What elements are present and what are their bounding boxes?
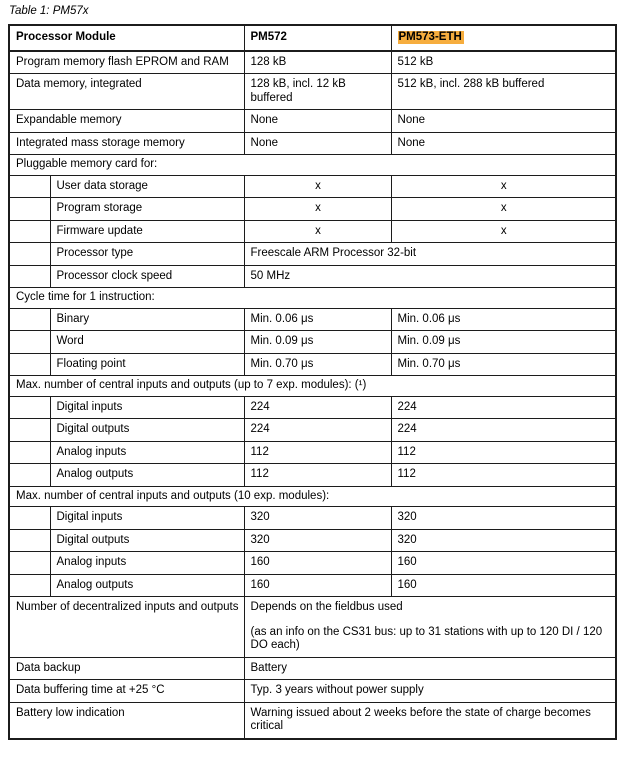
spec-row [9,552,616,575]
spec-row [9,657,616,680]
row-value-pm573-eth: 320 [391,529,616,552]
row-value-merged: Typ. 3 years without power supply [244,680,616,703]
row-value-pm572: 160 [244,574,391,597]
header-cell-pm573-eth [391,25,616,51]
row-value-pm573-eth: None [391,132,616,155]
spec-row [9,308,616,331]
spec-row [9,198,616,221]
indent-cell [9,220,50,243]
row-label: Program memory flash EPROM and RAM [9,51,244,74]
row-label: Binary [50,308,244,331]
row-label: Firmware update [50,220,244,243]
spec-row [9,396,616,419]
row-label: Digital outputs [50,529,244,552]
row-value-merged: Battery [244,657,616,680]
row-label: Data memory, integrated [9,74,244,110]
row-value-pm573-eth: Min. 0.09 μs [391,331,616,354]
row-label: Digital inputs [50,507,244,530]
row-value-merged: 50 MHz [244,265,616,288]
pm573-eth-highlight: PM573-ETH [398,31,462,43]
row-label: Data backup [9,657,244,680]
spec-row [9,243,616,266]
spec-row [9,529,616,552]
spec-row [9,74,616,110]
section-label: Max. number of central inputs and outputs (10 exp. modules): [9,486,616,507]
indent-cell [9,243,50,266]
row-label: Floating point [50,353,244,376]
indent-cell [9,331,50,354]
indent-cell [9,507,50,530]
row-label: Integrated mass storage memory [9,132,244,155]
spec-row [9,680,616,703]
header-cell-processor-module: Processor Module [9,25,244,51]
row-value-pm573-eth: Min. 0.06 μs [391,308,616,331]
row-value-pm573-eth: 512 kB, incl. 288 kB buffered [391,74,616,110]
row-value-pm573-eth: 112 [391,464,616,487]
spec-row [9,353,616,376]
row-value-merged [244,597,616,658]
row-value-pm572: 112 [244,464,391,487]
row-label: Analog inputs [50,441,244,464]
indent-cell [9,175,50,198]
row-value-pm573-eth: 224 [391,396,616,419]
row-label: Expandable memory [9,110,244,133]
value-paragraph: Depends on the fieldbus used [250,601,403,613]
row-value-pm573-eth: x [391,175,616,198]
header-row [9,25,616,51]
row-value-pm572: Min. 0.09 μs [244,331,391,354]
spec-row [9,597,616,658]
row-value-pm573-eth: Min. 0.70 μs [391,353,616,376]
spec-row [9,132,616,155]
header-cell-pm572: PM572 [244,25,391,51]
row-value-pm573-eth: 512 kB [391,51,616,74]
indent-cell [9,574,50,597]
row-value-pm572: None [244,110,391,133]
row-value-pm572: 160 [244,552,391,575]
indent-cell [9,441,50,464]
spec-row [9,464,616,487]
spec-table [8,24,617,740]
row-value-pm573-eth: 112 [391,441,616,464]
row-label: Battery low indication [9,702,244,739]
row-value-pm572: 128 kB [244,51,391,74]
row-value-merged: Warning issued about 2 weeks before the state of charge becomes critical [244,702,616,739]
section-row [9,288,616,309]
row-value-pm572: 128 kB, incl. 12 kB buffered [244,74,391,110]
indent-cell [9,353,50,376]
section-row [9,486,616,507]
row-value-pm572: Min. 0.70 μs [244,353,391,376]
row-label: Digital inputs [50,396,244,419]
row-value-pm573-eth: 224 [391,419,616,442]
row-value-pm572: x [244,220,391,243]
row-label: Digital outputs [50,419,244,442]
row-value-pm572: 320 [244,529,391,552]
row-value-pm573-eth: 160 [391,552,616,575]
row-value-pm573-eth: x [391,220,616,243]
spec-row [9,419,616,442]
indent-cell [9,198,50,221]
row-value-pm572: x [244,198,391,221]
section-label: Max. number of central inputs and outputs (up to 7 exp. modules): (¹) [9,376,616,397]
row-value-pm572: x [244,175,391,198]
spec-row [9,702,616,739]
spec-row [9,175,616,198]
row-label: Word [50,331,244,354]
row-label: Analog inputs [50,552,244,575]
row-value-pm573-eth: None [391,110,616,133]
indent-cell [9,552,50,575]
row-label: Processor type [50,243,244,266]
row-value-merged: Freescale ARM Processor 32-bit [244,243,616,266]
spec-row [9,51,616,74]
row-value-pm572: Min. 0.06 μs [244,308,391,331]
section-label: Pluggable memory card for: [9,155,616,176]
row-label: Analog outputs [50,574,244,597]
row-value-pm572: 320 [244,507,391,530]
indent-cell [9,464,50,487]
row-value-pm572: 112 [244,441,391,464]
indent-cell [9,529,50,552]
row-label: Analog outputs [50,464,244,487]
indent-cell [9,265,50,288]
section-row [9,155,616,176]
table-caption: Table 1: PM57x [9,5,89,17]
row-label: Number of decentralized inputs and outputs [9,597,244,658]
row-value-pm572: 224 [244,396,391,419]
row-value-pm572: None [244,132,391,155]
row-value-pm572: 224 [244,419,391,442]
section-label: Cycle time for 1 instruction: [9,288,616,309]
row-value-pm573-eth: 160 [391,574,616,597]
spec-row [9,574,616,597]
row-label: User data storage [50,175,244,198]
indent-cell [9,396,50,419]
spec-row [9,507,616,530]
row-value-pm573-eth: 320 [391,507,616,530]
row-label: Data buffering time at +25 °C [9,680,244,703]
row-label: Processor clock speed [50,265,244,288]
value-paragraph: (as an info on the CS31 bus: up to 31 stations with up to 120 DI / 120 DO each) [250,625,603,651]
indent-cell [9,308,50,331]
row-value-pm573-eth: x [391,198,616,221]
section-row [9,376,616,397]
table-body [9,51,616,739]
spec-row [9,265,616,288]
row-label: Program storage [50,198,244,221]
spec-row [9,441,616,464]
indent-cell [9,419,50,442]
spec-row [9,220,616,243]
spec-row [9,331,616,354]
spec-row [9,110,616,133]
